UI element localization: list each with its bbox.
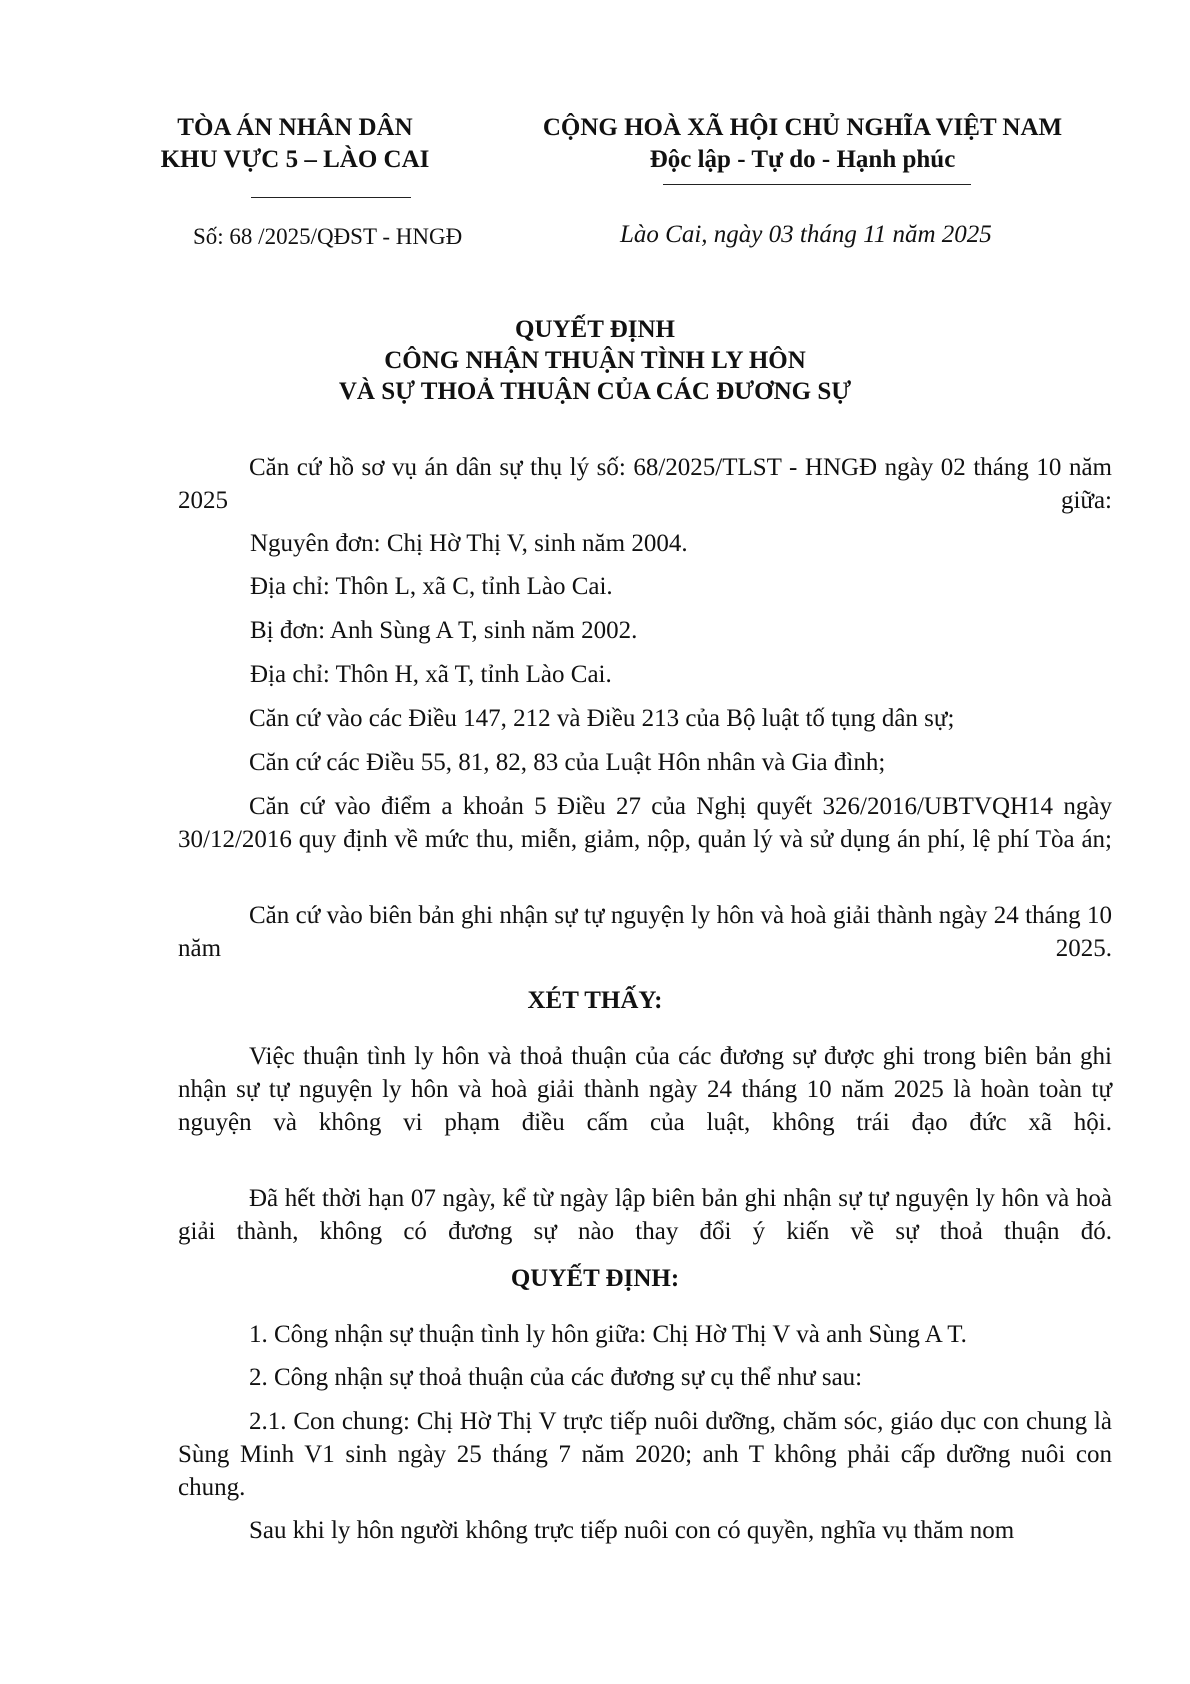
court-divider xyxy=(251,197,411,198)
court-line-2: KHU VỰC 5 – LÀO CAI xyxy=(160,146,430,173)
basis-civil-procedure: Căn cứ vào các Điều 147, 212 và Điều 213 của Bộ luật tố tụng dân sự; xyxy=(249,705,955,732)
court-name xyxy=(150,112,440,176)
defendant: Bị đơn: Anh Sùng A T, sinh năm 2002. xyxy=(250,617,638,644)
national-motto xyxy=(525,112,1080,176)
decision-heading: QUYẾT ĐỊNH: xyxy=(510,1265,680,1292)
decision-title: QUYẾT ĐỊNH xyxy=(515,316,675,343)
decision-subtitle-1: CÔNG NHẬN THUẬN TÌNH LY HÔN xyxy=(384,347,806,374)
decision-after-divorce: Sau khi ly hôn người không trực tiếp nuôi con có quyền, nghĩa vụ thăm nom xyxy=(249,1517,1015,1544)
decision-item-1: 1. Công nhận sự thuận tình ly hôn giữa: Chị Hờ Thị V và anh Sùng A T. xyxy=(249,1321,967,1348)
nation-line-2: Độc lập - Tự do - Hạnh phúc xyxy=(649,146,956,173)
decision-item-2-1: 2.1. Con chung: Chị Hờ Thị V trực tiếp nuôi dưỡng, chăm sóc, giáo dục con chung là Sùng Minh V1 sinh ngày 25 tháng 7 năm 2020; anh T không phải cấp dưỡng nuôi con chung. xyxy=(178,1408,1112,1501)
basis-case-file: Căn cứ hồ sơ vụ án dân sự thụ lý số: 68/2025/TLST - HNGĐ ngày 02 tháng 10 năm 2025 giữa: xyxy=(178,454,1112,514)
basis-fees-resolution: Căn cứ vào điểm a khoản 5 Điều 27 của Nghị quyết 326/2016/UBTVQH14 ngày 30/12/2016 quy định về mức thu, miễn, giảm, nộp, quản lý và sử dụng án phí, lệ phí Tòa án; xyxy=(178,793,1112,853)
basis-family-law: Căn cứ các Điều 55, 81, 82, 83 của Luật Hôn nhân và Gia đình; xyxy=(249,749,886,776)
decision-subtitle-2: VÀ SỰ THOẢ THUẬN CỦA CÁC ĐƯƠNG SỰ xyxy=(338,378,852,405)
decision-item-2: 2. Công nhận sự thoả thuận của các đương sự cụ thể như sau: xyxy=(249,1364,863,1391)
findings-heading: XÉT THẤY: xyxy=(527,987,663,1014)
place-date: Lào Cai, ngày 03 tháng 11 năm 2025 xyxy=(620,221,992,248)
findings-paragraph-1: Việc thuận tình ly hôn và thoả thuận của các đương sự được ghi trong biên bản ghi nhận sự tự nguyện ly hôn và hoà giải thành ngày 24 tháng 10 năm 2025 là hoàn toàn tự nguyện và không vi phạm điều cấm của luật, không trái đạo đức xã hội. xyxy=(178,1043,1112,1136)
basis-reconciliation-record: Căn cứ vào biên bản ghi nhận sự tự nguyện ly hôn và hoà giải thành ngày 24 tháng 10 năm 2025. xyxy=(178,902,1112,962)
court-line-1: TÒA ÁN NHÂN DÂN xyxy=(177,114,413,141)
plaintiff-address: Địa chỉ: Thôn L, xã C, tỉnh Lào Cai. xyxy=(250,573,613,600)
plaintiff: Nguyên đơn: Chị Hờ Thị V, sinh năm 2004. xyxy=(250,530,688,557)
findings-paragraph-2: Đã hết thời hạn 07 ngày, kể từ ngày lập biên bản ghi nhận sự tự nguyện ly hôn và hoà giải thành, không có đương sự nào thay đổi ý kiến về sự thoả thuận đó. xyxy=(178,1185,1112,1245)
document-number: Số: 68 /2025/QĐST - HNGĐ xyxy=(193,224,463,249)
motto-underline xyxy=(663,184,971,185)
nation-line-1: CỘNG HOÀ XÃ HỘI CHỦ NGHĨA VIỆT NAM xyxy=(542,114,1063,141)
defendant-address: Địa chỉ: Thôn H, xã T, tỉnh Lào Cai. xyxy=(250,661,612,688)
